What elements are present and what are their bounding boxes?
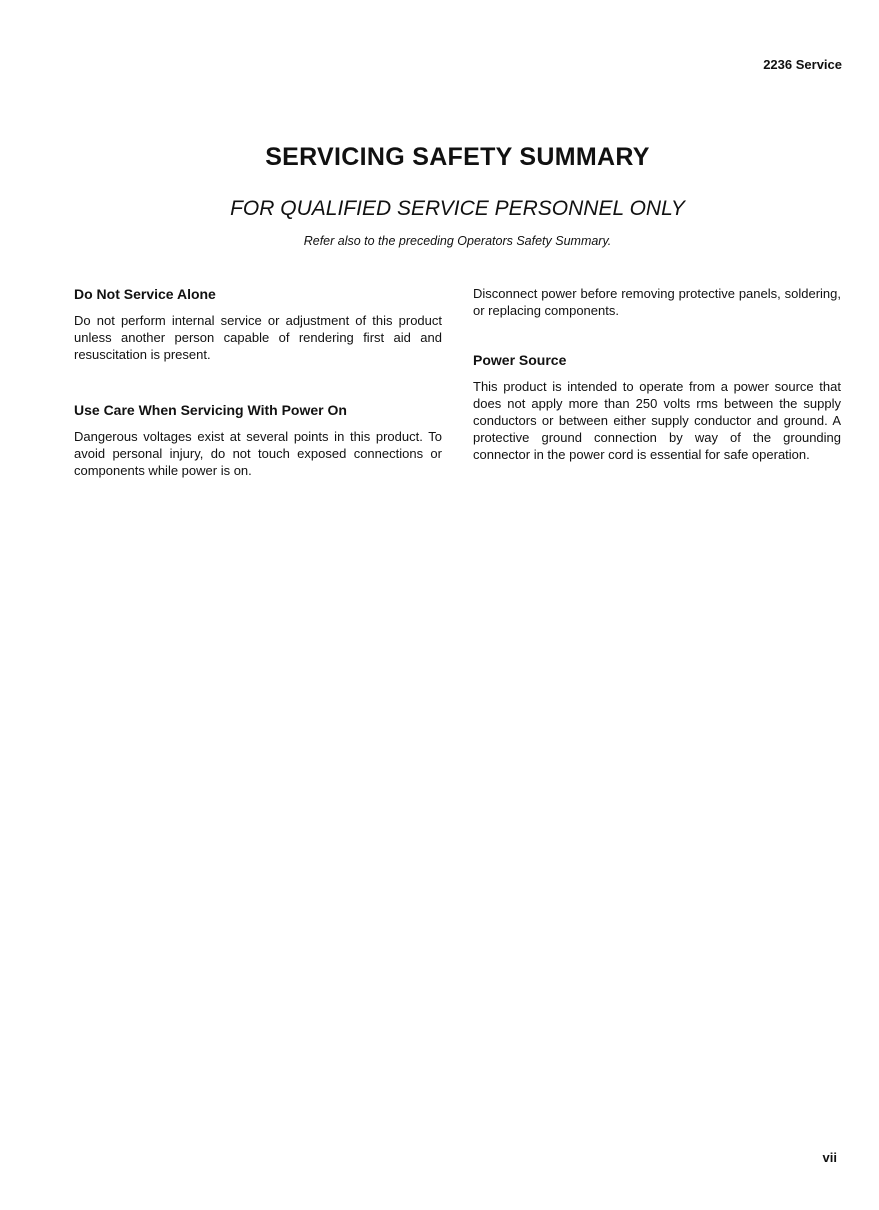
section-heading-power-source: Power Source: [473, 352, 567, 368]
left-column: [74, 285, 442, 479]
section-body-power-on: Dangerous voltages exist at several points in this product. To avoid personal injury, do not touch exposed connections or components while power is on.: [74, 429, 442, 478]
right-column: [473, 285, 841, 463]
page-number: vii: [822, 1150, 837, 1165]
running-head: 2236 Service: [763, 57, 842, 72]
section-heading-power-on: Use Care When Servicing With Power On: [74, 402, 347, 418]
reference-note: Refer also to the preceding Operators Safety Summary.: [303, 234, 612, 248]
page-title: SERVICING SAFETY SUMMARY: [265, 143, 650, 171]
section-heading-service-alone: Do Not Service Alone: [74, 286, 216, 302]
section-continuation-power-on: Disconnect power before removing protective panels, soldering, or replacing components.: [473, 286, 841, 318]
section-body-power-source: This product is intended to operate from a power source that does not apply more than 250 volts rms between the supply conductors or between either supply conductor and ground. A protective ground connection by way of the grounding connector in the power cord is essential for safe operation.: [473, 379, 841, 462]
page-subtitle: FOR QUALIFIED SERVICE PERSONNEL ONLY: [230, 197, 685, 220]
section-body-service-alone: Do not perform internal service or adjustment of this product unless another person capable of rendering first aid and resuscitation is present.: [74, 313, 442, 362]
